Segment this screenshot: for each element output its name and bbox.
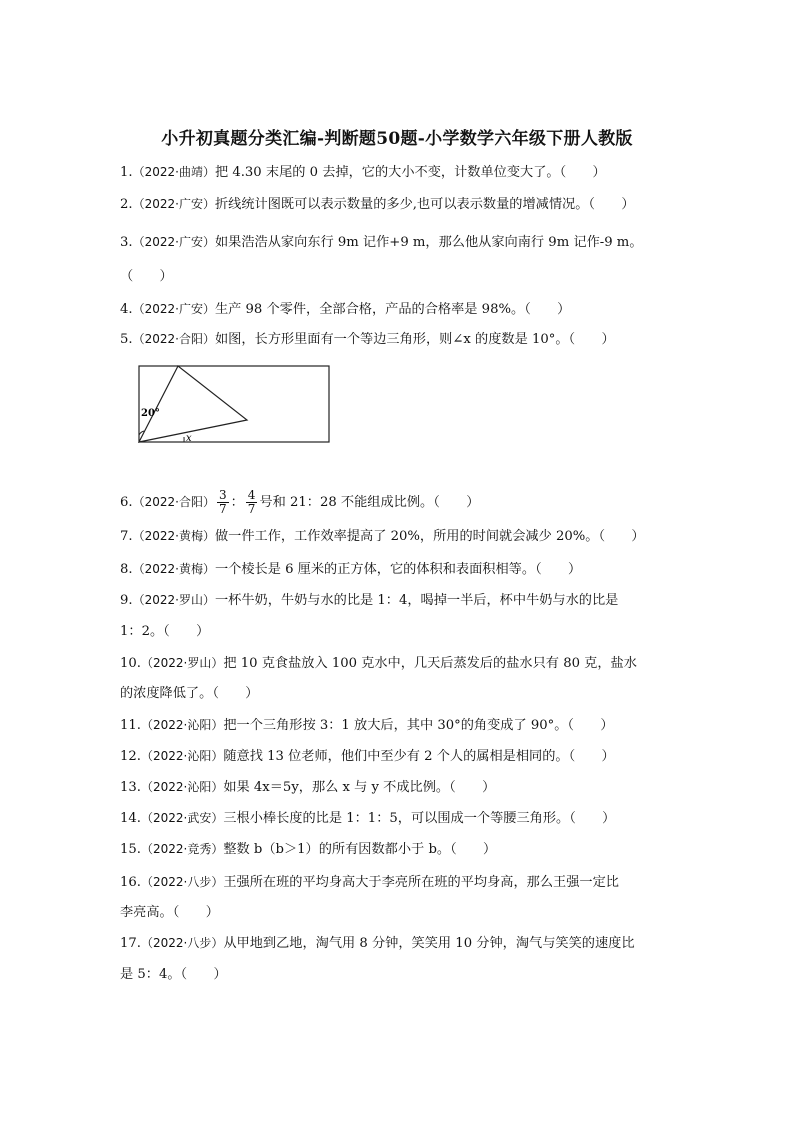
question-number: 15. — [120, 842, 141, 857]
question-1 — [120, 163, 680, 182]
question-number: 2. — [120, 197, 133, 212]
question-5 — [120, 330, 680, 349]
question-16 — [120, 873, 680, 892]
question-10 — [120, 654, 680, 673]
question-source: （2022·八步） — [140, 936, 224, 950]
question-source: （2022·合阳） — [132, 495, 215, 509]
question-number: 10. — [120, 656, 141, 671]
question-source: （2022·广安） — [132, 235, 215, 249]
question-number: 3. — [120, 235, 133, 250]
question-number: 16. — [120, 875, 141, 890]
question-11 — [120, 716, 680, 735]
question-number: 7. — [120, 529, 133, 544]
question-source: （2022·竞秀） — [140, 842, 224, 856]
question-number: 6. — [120, 495, 133, 510]
question-4 — [120, 300, 680, 319]
question-text: 折线统计图既可以表示数量的多少,也可以表示数量的增减情况。（ ） — [214, 197, 635, 212]
question-source: （2022·广安） — [132, 197, 215, 211]
question-source: （2022·曲靖） — [132, 165, 215, 179]
question-number: 9. — [120, 593, 133, 608]
angle-x-label: x — [186, 433, 192, 444]
question-text: 三根小棒长度的比是 1：1：5，可以围成一个等腰三角形。（ ） — [223, 811, 616, 826]
question-source: （2022·沁阳） — [140, 780, 224, 794]
fraction-4-7: $\frac{4}{7}$ — [247, 488, 256, 516]
question-text: 整数 b（b＞1）的所有因数都小于 b。（ ） — [223, 842, 497, 857]
question-text: 把一个三角形按 3：1 放大后，其中 30°的角变成了 90°。（ ） — [223, 718, 614, 733]
question-source: （2022·武安） — [140, 811, 224, 825]
rectangle-triangle-figure — [138, 365, 332, 449]
question-source: （2022·黄梅） — [132, 529, 215, 543]
question-12 — [120, 747, 680, 766]
question-number: 12. — [120, 749, 141, 764]
question-number: 4. — [120, 302, 133, 317]
question-10-continuation: 的浓度降低了。（ ） — [120, 686, 259, 701]
question-source: （2022·沁阳） — [140, 749, 224, 763]
question-number: 13. — [120, 780, 141, 795]
question-3 — [120, 233, 680, 252]
angle-20-label: 20° — [141, 408, 160, 419]
question-text: 做一件工作，工作效率提高了 20%，所用的时间就会减少 20%。（ ） — [214, 529, 645, 544]
question-source: （2022·罗山） — [132, 593, 215, 607]
rectangle-outline — [139, 366, 329, 442]
question-text: 一个棱长是 6 厘米的正方体，它的体积和表面积相等。（ ） — [214, 562, 582, 577]
question-source: （2022·沁阳） — [140, 718, 224, 732]
question-17-continuation: 是 5：4。（ ） — [120, 967, 227, 982]
fraction-3-7: $\frac{3}{7}$ — [218, 488, 227, 516]
question-number: 8. — [120, 562, 133, 577]
question-9 — [120, 591, 680, 610]
geometry-diagram — [138, 365, 332, 445]
question-number: 5. — [120, 332, 133, 347]
question-text: 王强所在班的平均身高大于李亮所在班的平均身高，那么王强一定比 — [223, 875, 619, 890]
question-source: （2022·八步） — [140, 875, 224, 889]
question-14 — [120, 809, 680, 828]
question-3-continuation: （ ） — [120, 269, 173, 284]
question-number: 17. — [120, 936, 141, 951]
question-text: 把 10 克食盐放入 100 克水中，几天后蒸发后的盐水只有 80 克，盐水 — [223, 656, 637, 671]
question-number: 14. — [120, 811, 141, 826]
question-13 — [120, 778, 680, 797]
question-8 — [120, 560, 680, 579]
question-7 — [120, 527, 680, 546]
question-text: 生产 98 个零件，全部合格，产品的合格率是 98%。（ ） — [214, 302, 571, 317]
equilateral-triangle — [139, 366, 247, 442]
question-source: （2022·广安） — [132, 302, 215, 316]
question-text: 如果 4x＝5y，那么 x 与 y 不成比例。（ ） — [223, 780, 496, 795]
colon: ： — [230, 495, 244, 510]
question-source: （2022·黄梅） — [132, 562, 215, 576]
question-text: 如图，长方形里面有一个等边三角形，则∠x 的度数是 10°。（ ） — [214, 332, 615, 347]
question-number: 11. — [120, 718, 141, 733]
question-source: （2022·合阳） — [132, 332, 215, 346]
question-text: 一杯牛奶，牛奶与水的比是 1：4，喝掉一半后，杯中牛奶与水的比是 — [214, 593, 619, 608]
question-text: 如果浩浩从家向东行 9m 记作+9 m，那么他从家向南行 9m 记作-9 m。 — [214, 235, 643, 250]
page-title: 小升初真题分类汇编-判断题50题-小学数学六年级下册人教版 — [161, 129, 633, 149]
question-source: （2022·罗山） — [140, 656, 224, 670]
question-2 — [120, 195, 680, 214]
question-17 — [120, 934, 680, 953]
question-6 — [120, 489, 680, 516]
question-text: 号和 21：28 不能组成比例。（ ） — [259, 495, 480, 510]
question-text: 从甲地到乙地，淘气用 8 分钟，笑笑用 10 分钟，淘气与笑笑的速度比 — [223, 936, 635, 951]
question-text: 随意找 13 位老师，他们中至少有 2 个人的属相是相同的。（ ） — [223, 749, 615, 764]
question-16-continuation: 李亮高。（ ） — [120, 905, 219, 920]
question-text: 把 4.30 末尾的 0 去掉，它的大小不变，计数单位变大了。（ ） — [214, 165, 606, 180]
question-15 — [120, 840, 680, 859]
question-number: 1. — [120, 165, 133, 180]
question-9-continuation: 1：2。（ ） — [120, 624, 210, 639]
